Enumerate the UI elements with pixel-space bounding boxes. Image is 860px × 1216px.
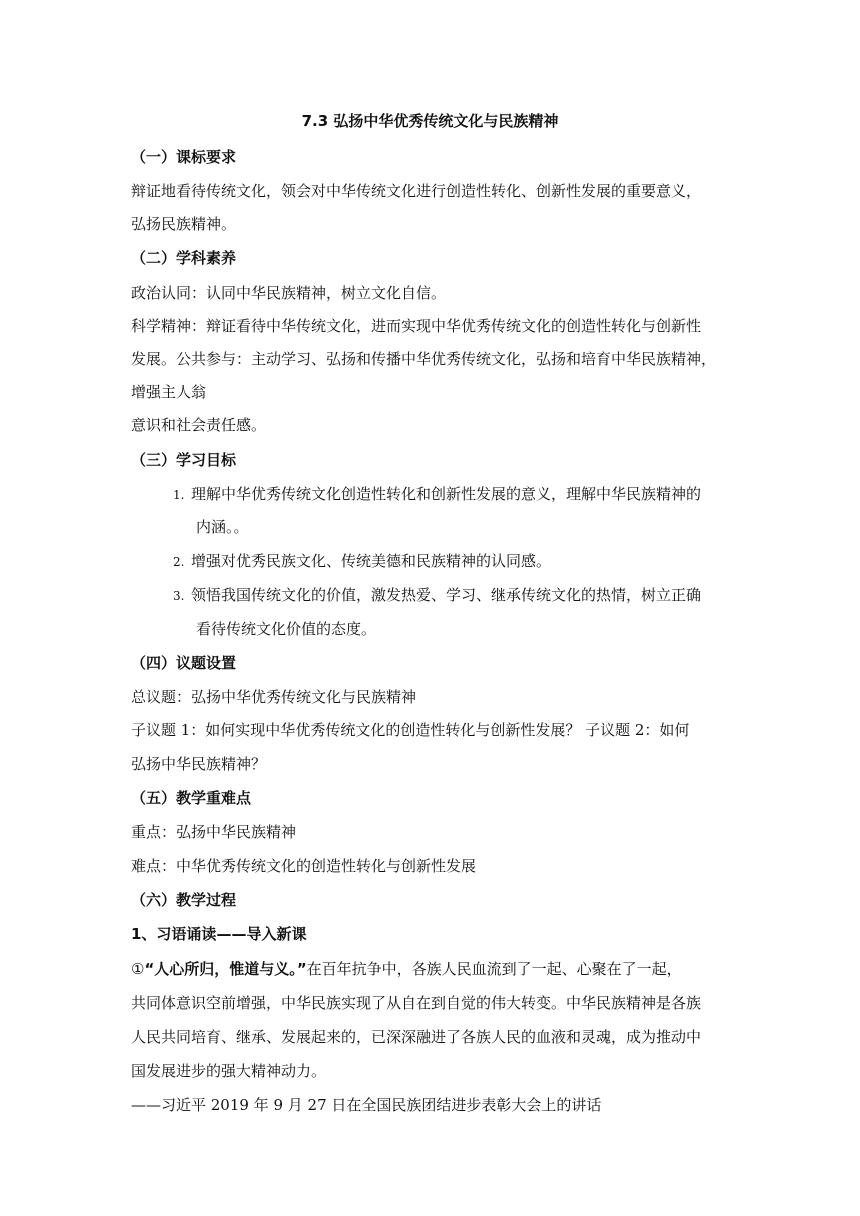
objective-item-continuation: 内涵。。 — [196, 518, 249, 536]
quote-bold-text: “人心所归，惟道与义。” — [144, 960, 307, 978]
paragraph-line: 子议题 1：如何实现中华优秀传统文化的创造性转化与创新性发展？ 子议题 2：如何 — [131, 721, 690, 739]
objective-item — [173, 551, 551, 572]
objective-item — [173, 585, 701, 606]
paragraph-line: 国发展进步的强大精神动力。 — [131, 1062, 327, 1080]
paragraph-line: 意识和社会责任感。 — [131, 416, 267, 434]
paragraph-line: 发展。公共参与：主动学习、弘扬和传播中华优秀传统文化，弘扬和培育中华民族精神， — [131, 350, 717, 368]
list-number: 2. — [173, 555, 185, 569]
objective-item — [173, 484, 701, 505]
section-heading-key-points: （五）教学重难点 — [131, 789, 252, 807]
list-text: 增强对优秀民族文化、传统美德和民族精神的认同感。 — [191, 552, 552, 570]
document-title: 7.3 弘扬中华优秀传统文化与民族精神 — [301, 112, 559, 130]
subsection-heading: 1、习语诵读——导入新课 — [131, 925, 307, 943]
quote-marker: ① — [131, 960, 145, 978]
paragraph-line: 科学精神：辩证看待中华传统文化，进而实现中华优秀传统文化的创造性转化与创新性 — [131, 317, 702, 335]
paragraph-line: 共同体意识空前增强，中华民族实现了从自在到自觉的伟大转变。中华民族精神是各族 — [131, 994, 702, 1012]
paragraph-line: 辩证地看待传统文化，领会对中华传统文化进行创造性转化、创新性发展的重要意义， — [131, 182, 702, 200]
paragraph-line: 总议题：弘扬中华优秀传统文化与民族精神 — [131, 688, 417, 706]
paragraph-line: 政治认同：认同中华民族精神，树立文化自信。 — [131, 284, 447, 302]
paragraph-line: 弘扬民族精神。 — [131, 215, 237, 233]
list-number: 3. — [173, 589, 185, 603]
paragraph-line: 难点：中华优秀传统文化的创造性转化与创新性发展 — [131, 857, 477, 875]
list-text: 领悟我国传统文化的价值，激发热爱、学习、继承传统文化的热情，树立正确 — [191, 586, 702, 604]
list-number: 1. — [173, 488, 185, 502]
section-heading-literacy: （二）学科素养 — [131, 249, 237, 267]
attribution-line: ——习近平 2019 年 9 月 27 日在全国民族团结进步表彰大会上的讲话 — [131, 1096, 602, 1114]
paragraph-line: 增强主人翁 — [131, 383, 207, 401]
quote-line — [131, 959, 731, 979]
quote-text: 在百年抗争中，各族人民血流到了一起、心聚在了一起， — [306, 960, 682, 978]
section-heading-objectives: （三）学习目标 — [131, 451, 237, 469]
objective-item-continuation: 看待传统文化价值的态度。 — [196, 620, 377, 638]
section-heading-process: （六）教学过程 — [131, 891, 237, 909]
list-text: 理解中华优秀传统文化创造性转化和创新性发展的意义，理解中华民族精神的 — [191, 485, 702, 503]
section-heading-topics: （四）议题设置 — [131, 654, 237, 672]
paragraph-line: 弘扬中华民族精神？ — [131, 755, 267, 773]
paragraph-line: 重点：弘扬中华民族精神 — [131, 823, 297, 841]
paragraph-line: 人民共同培育、继承、发展起来的，已深深融进了各族人民的血液和灵魂，成为推动中 — [131, 1028, 702, 1046]
section-heading-standards: （一）课标要求 — [131, 148, 237, 166]
